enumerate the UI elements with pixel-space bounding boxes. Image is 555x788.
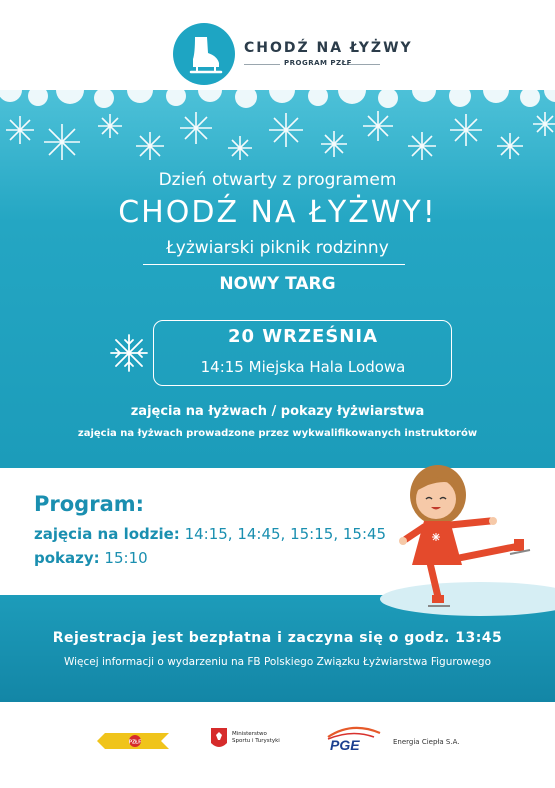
poland-emblem-icon — [210, 727, 228, 751]
hero-subtitle: Łyżwiarski piknik rodzinny — [166, 238, 389, 258]
activities-detail: zajęcia na łyżwach prowadzone przez wykwalifikowanych instruktorów — [77, 428, 478, 439]
pge-logo-text: PGE — [330, 737, 360, 753]
sponsors-bar — [0, 702, 555, 788]
snowflakes-border-icon — [0, 90, 555, 170]
program-row-key: pokazy: — [34, 549, 100, 567]
ministry-line: Sportu i Turystyki — [232, 738, 280, 744]
event-date: 20 WRZEŚNIA — [227, 326, 379, 347]
pge-logo-icon — [322, 725, 387, 753]
skater-girl-illustration — [398, 455, 538, 615]
program-row-value: 15:10 — [99, 549, 148, 567]
ministry-label — [232, 731, 280, 745]
program-row — [34, 549, 148, 567]
event-time-place: 14:15 Miejska Hala Lodowa — [200, 358, 406, 376]
hero-divider — [143, 264, 405, 265]
program-row-value: 14:15, 14:45, 15:15, 15:45 — [179, 525, 387, 543]
brand-divider — [244, 64, 280, 65]
program-title: Program: — [34, 492, 145, 516]
activities-main: zajęcia na łyżwach / pokazy łyżwiarstwa — [130, 404, 425, 419]
pzlf-logo-text: PZŁF — [128, 739, 142, 746]
pge-company-label: Energia Ciepła S.A. — [393, 738, 460, 746]
program-row-key: zajęcia na lodzie: — [34, 525, 180, 543]
brand-subtitle: PROGRAM PZŁF — [284, 59, 352, 67]
facebook-info: Więcej informacji o wydarzeniu na FB Polskiego Związku Łyżwiarstwa Figurowego — [63, 656, 491, 668]
pzlf-logo-icon — [95, 731, 175, 751]
brand-title: CHODŹ NA ŁYŻWY — [244, 40, 413, 56]
skate-logo-icon — [173, 23, 235, 85]
ministry-line: Ministerstwo — [232, 731, 267, 737]
hero-city: NOWY TARG — [219, 274, 336, 294]
registration-info: Rejestracja jest bezpłatna i zaczyna się o godz. 13:45 — [52, 630, 503, 646]
hero-title: CHODŹ NA ŁYŻWY! — [118, 195, 437, 230]
snowflake-icon — [108, 332, 150, 374]
hero-intro: Dzień otwarty z programem — [158, 170, 397, 190]
program-row — [34, 525, 386, 543]
